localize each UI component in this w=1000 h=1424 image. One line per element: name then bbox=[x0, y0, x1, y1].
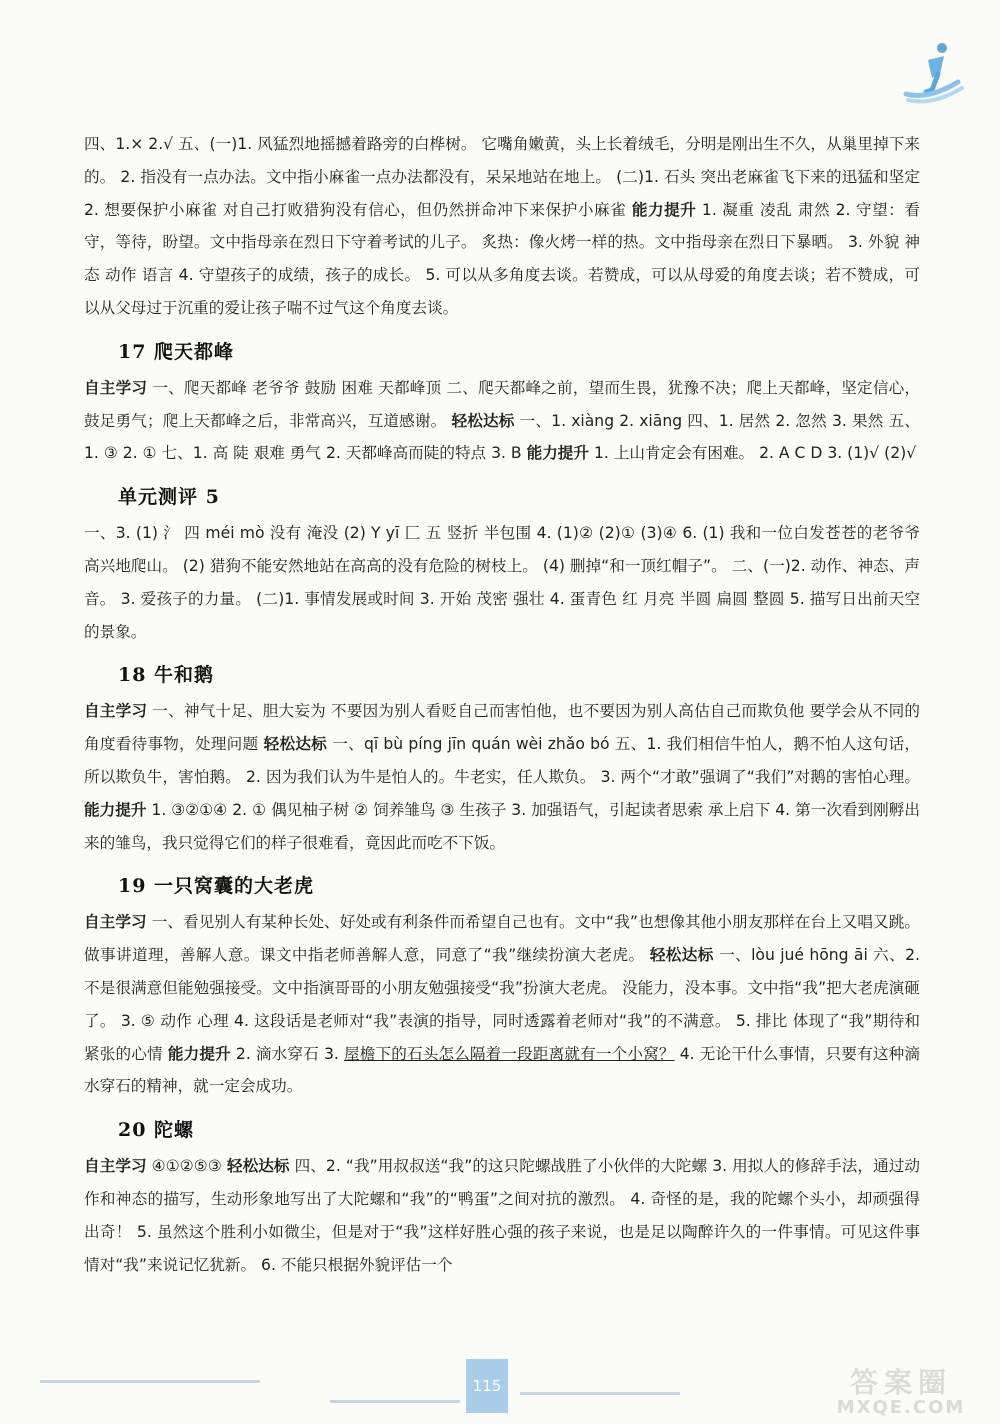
section-heading-20: 20 陀螺 bbox=[118, 1119, 195, 1142]
watermark-top-text: 答案圈 bbox=[849, 1366, 952, 1399]
watermark-logo bbox=[808, 1368, 994, 1420]
answers-section-18: 自主学习 一、神气十足、胆大妄为 不要因为别人看贬自己而害怕他，也不要因为别人高估自己而欺负他 要学会从不同的角度看待事物，处理问题 轻松达标 一、qī bù píng jīn quán wèi zhǎo bó 五、1. 我们相信牛怕人，鹅不怕人这句话，所以欺负牛，害怕鹅。 2. 因为我们认为牛是怕人的。牛老实，任人欺负。 3. 两个“才敢”强调了“我们”对鹅的害怕心理。 能力提升 1. ③②①④ 2. ① 偶见柚子树 ② 饲养雏鸟 ③ 生孩子 3. 加强语气，引起读者思索 承上启下 4. 第一次看到刚孵出来的雏鸟，我只觉得它们的样子很难看，竟因此而吃不下饭。 bbox=[84, 702, 920, 852]
scan-speck bbox=[40, 1380, 260, 1383]
answers-section-20: 自主学习 ④①②⑤③ 轻松达标 四、2. “我”用叔叔送“我”的这只陀螺战胜了小伙伴的大陀螺 3. 用拟人的修辞手法，通过动作和神态的描写，生动形象地写出了大陀螺和“我”的“鸭蛋”之间对抗的激烈。 4. 奇怪的是，我的陀螺个头小，却顽强得出奇！ 5. 虽然这个胜利小如微尘，但是对于“我”这样好胜心强的孩子来说，也是足以陶醉许久的一件事情。可见这件事情对“我”来说记忆犹新。 6. 不能只根据外貌评估一个 bbox=[84, 1157, 920, 1274]
underlined-answer: 屋檐下的石头怎么隔着一段距离就有一个小窝？ bbox=[343, 1044, 675, 1063]
answers-section-16: 四、1.× 2.√ 五、(一)1. 风猛烈地摇撼着路旁的白桦树。 它嘴角嫩黄，头上长着绒毛，分明是刚出生不久，从巢里掉下来的。 2. 指没有一点办法。文中指小麻雀一点办法都没有，呆呆地站在地上。 (二)1. 石头 突出老麻雀飞下来的迅猛和坚定 2. 想要保护小麻雀 对自己打败猎狗没有信心，但仍然拼命冲下来保护小麻雀 能力提升 1. 凝重 凌乱 肃然 2. 守望：看守，等待，盼望。文中指母亲在烈日下守着考试的儿子。 炙热：像火烤一样的热。文中指母亲在烈日下暴晒。 3. 外貌 神态 动作 语言 4. 守望孩子的成绩，孩子的成长。 5. 可以从多角度去谈。若赞成，可以从母爱的角度去谈；若不赞成，可以从父母过于沉重的爱让孩子喘不过气这个角度去谈。 bbox=[84, 135, 920, 317]
answers-section-19: 自主学习 一、看见别人有某种长处、好处或有利条件而希望自己也有。文中“我”也想像其他小朋友那样在台上又唱又跳。 做事讲道理，善解人意。课文中指老师善解人意，同意了“我”继续扮演大老虎。 轻松达标 一、lòu jué hōng āi 六、2. 不是很满意但能勉强接受。文中指演哥哥的小朋友勉强接受“我”扮演大老虎。 没能力，没本事。文中指“我”把大老虎演砸了。 3. ⑤ 动作 心理 4. 这段话是老师对“我”表演的指导，同时透露着老师对“我”的不满意。 5. 排比 体现了“我”期待和紧张的心情 能力提升 2. 滴水穿石 3. 屋檐下的石头怎么隔着一段距离就有一个小窝？ 4. 无论干什么事情，只要有这种滴水穿石的精神，就一定会成功。 bbox=[84, 913, 920, 1096]
section-heading-19: 19 一只窝囊的大老虎 bbox=[118, 875, 315, 898]
page-number: 115 bbox=[466, 1359, 508, 1413]
scan-speck bbox=[520, 1392, 680, 1395]
section-heading-18: 18 牛和鹅 bbox=[118, 664, 215, 687]
section-heading-unit-5: 单元测评 5 bbox=[118, 486, 220, 509]
label-nengli-tisheng: 能力提升 bbox=[631, 200, 697, 219]
watermark-bottom-text: MXQE.COM bbox=[836, 1397, 966, 1418]
answers-section-17: 自主学习 一、爬天都峰 老爷爷 鼓励 困难 天都峰顶 二、爬天都峰之前，望而生畏，犹豫不决；爬上天都峰，坚定信心，鼓足勇气；爬上天都峰之后，非常高兴，互道感谢。 轻松达标 一、1. xiàng 2. xiāng 四、1. 居然 2. 忽然 3. 果然 五、1. ③ 2. ① 七、1. 高 陡 艰难 勇气 2. 天都峰高而陡的特点 3. B 能力提升 1. 上山肯定会有困难。 2. A C D 3. (1)√ (2)√ bbox=[84, 378, 920, 463]
section-heading-17: 17 爬天都峰 bbox=[118, 340, 235, 363]
skier-logo-icon bbox=[898, 38, 970, 110]
scan-speck bbox=[330, 1400, 460, 1403]
answers-unit-test-5: 一、3. (1) 氵 四 méi mò 没有 淹没 (2) Y yī 匚 五 竖折 半包围 4. (1)② (2)① (3)④ 6. (1) 我和一位白发苍苍的老爷爷高兴地爬山。 (2) 猎狗不能安然地站在高高的没有危险的树枝上。 (4) 删掉“和一顶红帽子”。 二、(一)2. 动作、神态、声音。 3. 爱孩子的力量。 (二)1. 事情发展或时间 3. 开始 茂密 强壮 4. 蛋青色 红 月亮 半圆 扁圆 整圆 5. 描写日出前天空的景象。 bbox=[84, 524, 920, 641]
answer-content bbox=[84, 128, 920, 1281]
